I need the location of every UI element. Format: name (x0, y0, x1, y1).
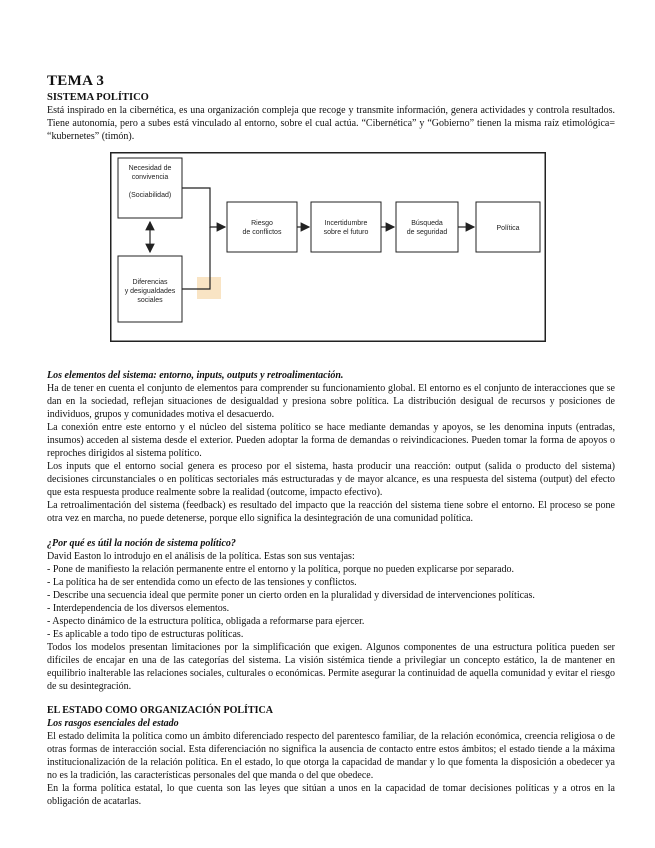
utility-item: - Pone de manifiesto la relación permanente entre el entorno y la política, porque no pueden explicarse por separado. (47, 564, 515, 575)
utility-title: ¿Por qué es útil la noción de sistema político? (47, 538, 236, 549)
svg-text:Política (497, 225, 520, 232)
box-politica (476, 202, 540, 252)
diagram-label-line: Incertidumbre (324, 220, 368, 227)
intro-text: Está inspirado en la cibernética, es una organización compleja que recoge y transmite información, genera actividades y controla resultados. Tiene autonomía, pero a subes está vinculado al entorno, sobre el cual actúa. “Cibernética” y “Gobierno” tienen la misma raíz etimológica= “kubernetes” (timón). (47, 105, 615, 142)
utility-item: - Aspecto dinámico de la estructura política, obligada a reformarse para ejercer. (47, 616, 365, 627)
diagram-label-line: Necesidad de (128, 165, 172, 172)
intro-paragraph (47, 104, 615, 143)
page-title: TEMA 3 (47, 73, 105, 89)
diagram-label-line: sociales (137, 297, 163, 304)
system-diagram (110, 152, 546, 342)
section-title-sistema: SISTEMA POLÍTICO (47, 92, 149, 103)
estado-title: EL ESTADO COMO ORGANIZACIÓN POLÍTICA (47, 705, 273, 716)
diagram-label-line: Búsqueda (411, 220, 443, 227)
diagram-label-line: sobre el futuro (323, 229, 369, 236)
estado-paragraph: En la forma política estatal, lo que cuenta son las leyes que sitúan a unos en la capacidad de tomar decisiones políticas y a otros en la obligación de acatarlas. (47, 783, 615, 807)
diagram-label-line: y desigualdades (124, 288, 176, 295)
elements-section (47, 369, 615, 525)
box-busqueda (396, 202, 458, 252)
elements-paragraph: La conexión entre este entorno y el núcleo del sistema político se hace mediante demandas y apoyos, se les denomina inputs (entradas, insumos) acceden al sistema desde el exterior. Pueden adoptar la forma de demandas o reivindicaciones. Pueden tomar la forma de apoyos o reproches dirigidos al sistema político. (47, 422, 615, 459)
diagram-label-line: (Sociabilidad) (128, 192, 172, 199)
box-diferencias (118, 256, 182, 322)
estado-section (47, 704, 615, 808)
elements-title: Los elementos del sistema: entorno, inputs, outputs y retroalimentación. (47, 370, 344, 381)
elements-paragraph: Los inputs que el entorno social genera es proceso por el sistema, hasta producir una reacción: output (salida o producto del sistema) decisiones circunstanciales o en políticas sectoriales más estructuradas y de mayor alcance, es una respuesta del sistema (output) del efecto que esta respuesta produce realmente sobre la realidad (outcome, impacto efectivo). (47, 461, 615, 498)
diagram-label-line: Riesgo (251, 220, 273, 227)
utility-lead: David Easton lo introdujo en el análisis de la política. Estas son sus ventajas: (47, 551, 355, 562)
utility-closing: Todos los modelos presentan limitaciones por la simplificación que exigen. Algunos componentes de una estructura política pueden ser difíciles de encajar en una de las categorías del sistema. La visión sistémica tiende a privilegiar un concepto estático, la de mantener en equilibrio inalterable las relaciones sociales, culturales o económicas. Permite asegurar la continuidad de aquella comunidad y evitar el riesgo de su desintegración. (47, 642, 615, 692)
diagram-label-line: Política (496, 225, 520, 232)
diagram-label-line: de seguridad (406, 229, 448, 236)
utility-item: - La política ha de ser entendida como un efecto de las tensiones y conflictos. (47, 577, 357, 588)
box-incertidumbre (311, 202, 381, 252)
utility-item: - Interdependencia de los diversos elementos. (47, 603, 230, 614)
utility-item: - Describe una secuencia ideal que permite poner un cierto orden en la pluralidad y diversidad de intervenciones políticas. (47, 590, 535, 601)
estado-paragraph: El estado delimita la política como un ámbito diferenciado respecto del parentesco familiar, de la relación económica, creencia religiosa o de otras formas de interacción social. Esta diferenciación no significa la ausencia de contacto entre estos ámbitos; el estado tiende a la máxima institucionalización de la relación política. En el estado, lo que otorga la capacidad de mandar y lo que fomenta la disposición a obedecer ya no es la tradición, las características personales del que manda o del que obedece. (47, 731, 615, 781)
elements-paragraph: Ha de tener en cuenta el conjunto de elementos para comprender su funcionamiento global. El entorno es el conjunto de interacciones que se dan en la sociedad, reflejan situaciones de desigualdad y presiona sobre política. La distribución desigual de recursos y posiciones de individuos, grupos y comunidades motiva el desacuerdo. (47, 383, 615, 420)
box-necesidad (118, 158, 182, 218)
elements-paragraph: La retroalimentación del sistema (feedback) es resultado del impacto que la reacción del sistema tiene sobre el entorno. El proceso se pone otra vez en marcha, no puede detenerse, porque ello significa la desintegración de una comunidad política. (47, 500, 615, 524)
diagram-svg (110, 152, 546, 342)
diagram-label-line: Diferencias (132, 279, 168, 286)
box-riesgo (227, 202, 297, 252)
utility-section (47, 537, 615, 693)
diagram-label-line: convivencia (131, 174, 169, 181)
highlight-patch (197, 277, 221, 299)
utility-item: - Es aplicable a todo tipo de estructuras políticas. (47, 629, 244, 640)
estado-subtitle: Los rasgos esenciales del estado (47, 718, 179, 729)
diagram-label-line (149, 183, 151, 190)
diagram-label-line: de conflictos (242, 229, 282, 236)
